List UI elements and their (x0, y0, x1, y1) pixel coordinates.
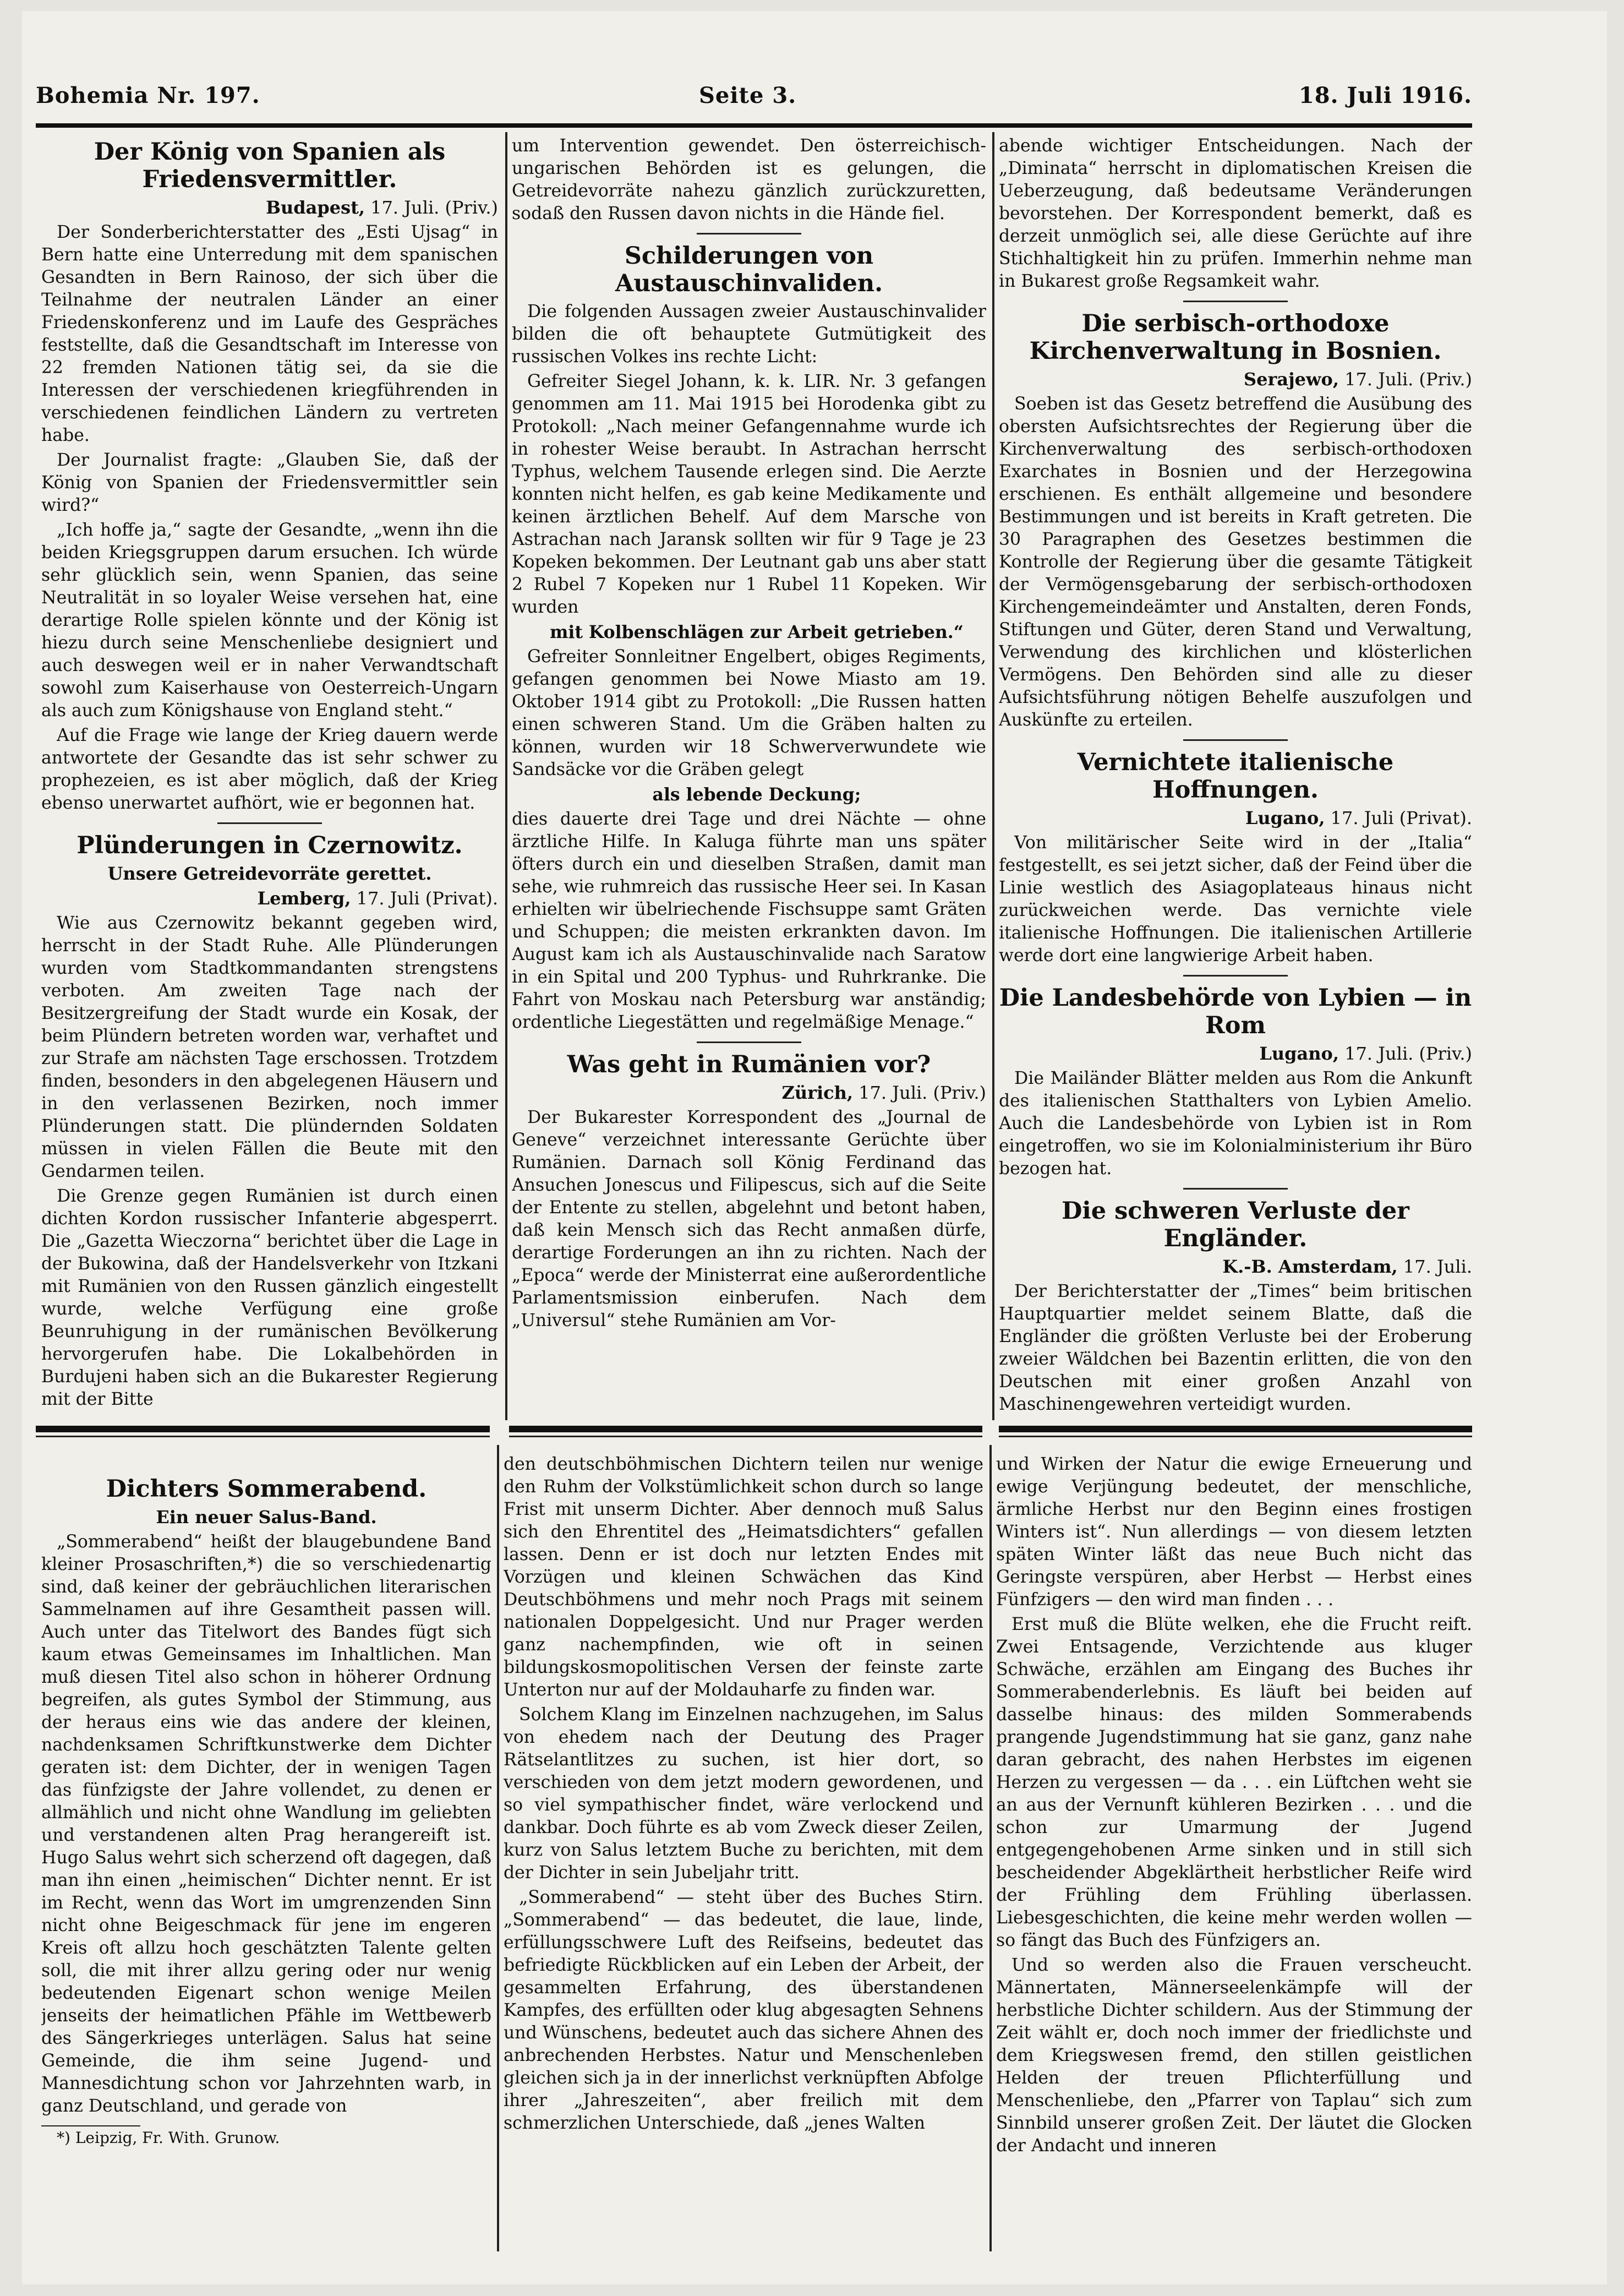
headline-romania: Was geht in Rumänien vor? (567, 1051, 931, 1078)
paragraph: Und so werden also die Frauen verscheucht. Männertaten, Männerseelenkämpfe will der herbstliche Dichter schildern. Aus der Stimmung der Zeit wählt er, doch noch immer der friedlichste und dem Kriegswesen fremd, den stillen geistlichen Helden der treuen Pflichterfüllung und Menschenliebe, den „Pfarrer von Taplau“ sich zum Sinnbild unserer großen Zeit. Der läutet die Glocken der Andacht und inneren (996, 1955, 1472, 2156)
column-divider-1-upper (505, 132, 507, 1420)
headline-dichters-sommerabend: Dichters Sommerabend. (106, 1475, 427, 1503)
article-separator (1183, 1188, 1288, 1190)
article-separator (1183, 739, 1288, 741)
feuilleton-column-3 (996, 1453, 1472, 2257)
column-divider-2-lower (989, 1445, 992, 2251)
paragraph: Die Grenze gegen Rumänien ist durch einen dichten Kordon russischer Infanterie abgesperrt. Die „Gazetta Wieczorna“ berichtet über die Lage in der Bukowina, daß der Handelsverkehr von Itzkani mit Rumänien von den Russen gänzlich eingestellt wurde, welche Verfügung eine große Beunruhigung in der rumänischen Bevölkerung hervorgerufen habe. Die Lokalbehörden in Burdujeni haben sich an die Bukarester Regierung mit der Bitte (41, 1186, 498, 1409)
article-separator (697, 233, 801, 234)
paragraph: Erst muß die Blüte welken, ehe die Frucht reift. Zwei Entsagende, Verzichtende aus kluger Schwäche, erzählen am Eingang des Buches ihr Sommerabenderlebnis. Es läuft bei beiden auf dasselbe hinaus: des milden Sommerabends prangende Jugendstimmung hat sie ganz, ganz nahe daran gebracht, des nahen Herbstes im eigenen Herzen zu vergessen — da . . . ein Lüftchen weht sie an aus der Vernunft kühleren Bezirken . . . und die schon zur Umarmung der Jugend entgegengehobenen Arme sinken und in still sich bescheidender Abgeklärtheit herbstlicher Reife wird der Frühling dem Frühling überlassen. Liebesgeschichten, die keine mehr werden wollen — so fängt das Buch des Fünfzigers an. (996, 1615, 1472, 1950)
headline-libya: Die Landesbehörde von Lybien — in Rom (999, 984, 1472, 1039)
headline-king-of-spain: Der König von Spanien als Friedensvermittler. (94, 138, 446, 193)
paragraph: Gefreiter Siegel Johann, k. k. LIR. Nr. 3 gefangen genommen am 11. Mai 1915 bei Horodenka gibt zu Protokoll: „Nach meiner Gefangennahme wurde ich in rohester Weise beraubt. In Astrachan herrscht Typhus, welchem Tausende erlegen sind. Die Aerzte konnten nicht helfen, es gab keine Medikamente und keinen ärztlichen Behelf. Auf dem Marsche von Astrachan nach Jaransk sollten wir für 9 Tage je 23 Kopeken bekommen. Der Leutnant gab uns aber statt 2 Rubel 7 Kopeken nur 1 Rubel 11 Kopeken. Wir wurden (512, 372, 986, 617)
feuilleton-subrule-3 (999, 1436, 1472, 1437)
column-divider-1-lower (497, 1445, 499, 2251)
paragraph-continued: abende wichtiger Entscheidungen. Nach der „Diminata“ herrscht in diplomatischen Kreisen die Ueberzeugung, daß bedeutsame Veränderungen bevorstehen. Der Korrespondent bemerkt, daß es derzeit unmöglich sei, alle diese Gerüchte auf ihre Stichhaltigkeit hin zu prüfen. Immerhin nehme man in Bukarest große Regsamkeit wahr. (999, 136, 1472, 291)
issue-date: 18. Juli 1916. (1298, 83, 1472, 108)
feuilleton-rule-3 (999, 1426, 1472, 1432)
paragraph: „Sommerabend“ — steht über des Buches Stirn. „Sommerabend“ — das bedeutet, die laue, linde, erfüllungsschwere Luft des Reifseins, bedeutet das befriedigte Rückblicken auf ein Leben der Arbeit, der gesammelten Erfahrung, des überstandenen Kampfes, des erfüllten oder klug abgesagten Sehnens und Wünschens, bedeutet auch das sichere Ahnen des anbrechenden Herbstes. Natur und Menschenleben gleichen sich ja in der innerlichst verknüpften Abfolge ihrer „Jahreszeiten“, aber freilich mit dem schmerzlichen Unterschiede, daß „jenes Walten (504, 1888, 983, 2133)
paragraph: Die Mailänder Blätter melden aus Rom die Ankunft des italienischen Statthalters von Lybien Amelio. Auch die Landesbehörde von Lybien ist in Rom eingetroffen, wo sie im Kolonialministerium ihr Büro bezogen hat. (999, 1068, 1472, 1179)
paragraph-continued: um Intervention gewendet. Den österreichisch-ungarischen Behörden ist es gelungen, die Getreidevorräte nahezu gänzlich zurückzuretten, sodaß den Russen davon nichts in die Hände fiel. (512, 136, 986, 223)
dateline: Budapest, 17. Juli. (Priv.) (265, 197, 498, 218)
paragraph: Soeben ist das Gesetz betreffend die Ausübung des obersten Aufsichtsrechtes der Regierung über die Kirchenverwaltung des serbisch-orthodoxen Exarchates in Bosnien und der Herzegowina erschienen. Es enthält allgemeine und besondere Bestimmungen und ist bereits in Kraft getreten. Die 30 Paragraphen des Gesetzes bestimmen die Kontrolle der Regierung über die gesamte Tätigkeit der Vermögensgebarung der serbisch-orthodoxen Kirchengemeindeämter und Anstalten, deren Fonds, Stiftungen und Güter, deren Stand und Verwaltung, Verwendung des kirchlichen und klösterlichen Vermögens. Den Behörden sind alle zu dieser Aufsichtsführung nötigen Behelfe auszufolgen und Auskünfte zu erteilen. (999, 394, 1472, 730)
article-separator (1183, 301, 1288, 302)
dateline: Lugano, 17. Juli. (Priv.) (1259, 1043, 1472, 1064)
masthead-issue: Bohemia Nr. 197. (36, 83, 260, 108)
paragraph: Die folgenden Aussagen zweier Austauschinvalider bilden die oft behauptete Gutmütigkeit des russischen Volkes ins rechte Licht: (512, 302, 986, 367)
dateline: Lemberg, 17. Juli (Privat). (257, 888, 498, 909)
feuilleton-column-2 (504, 1453, 983, 2257)
paragraph-continued: den deutschböhmischen Dichtern teilen nur wenige den Ruhm der Volkstümlichkeit schon durch so lange Frist mit unserm Dichter. Aber dennoch muß Salus sich den Ehrentitel des „Heimatsdichters“ gefallen lassen. Denn er ist doch nur letzten Endes mit Vorzügen und kleinen Schwächen das Kind Deutschböhmens und mehr noch Prags mit seinem nationalen Doppelgesicht. Und nur Prager werden ganz nachempfinden, wie oft in seinen bildungskosmopolitischen Versen der feinste zarte Unterton nur auf der Moldauharfe zu finden war. (504, 1454, 983, 1700)
paragraph: „Ich hoffe ja,“ sagte der Gesandte, „wenn ihn die beiden Kriegsgruppen darum ersuchen. Ich würde sehr glücklich sein, wenn Spanien, das seine Neutralität in so loyaler Weise versehen hat, eine derartige Rolle spielen könnte und der König ist hiezu durch seine Menschenliebe designiert und auch deswegen weil er in naher Verwandtschaft sowohl zum Kaiserhause von Oesterreich-Ungarn als auch zum Königshause von England steht.“ (41, 520, 498, 721)
paragraph: Auf die Frage wie lange der Krieg dauern werde antwortete der Gesandte das ist sehr schwer zu prophezeien, es ist aber möglich, daß der Krieg ebenso unerwartet aufhört, wie er begonnen hat. (41, 726, 498, 813)
subheadline: Unsere Getreidevorräte gerettet. (107, 863, 432, 884)
feuilleton-rule-2 (509, 1426, 982, 1432)
paragraph: Wie aus Czernowitz bekannt gegeben wird, herrscht in der Stadt Ruhe. Alle Plünderungen wurden vom Stadtkommandanten strengstens verboten. Am zweiten Tage nach der Besitzergreifung der Stadt wurde ein Kosak, der beim Plündern betreten worden war, verhaftet und zur Strafe am nächsten Tage erschossen. Trotzdem finden, besonders in den abgelegenen Häusern und in den verlassenen Bezirken, noch immer Plünderungen statt. Die plündernden Soldaten müssen in vielen Fällen die Beute mit den Gendarmen teilen. (41, 913, 498, 1181)
headline-exchange-invalids: Schilderungen von Austauschinvaliden. (615, 242, 883, 297)
paragraph: „Sommerabend“ heißt der blaugebundene Band kleiner Prosaschriften,*) die so verschiedenartig sind, daß keiner der gebräuchlichen literarischen Sammelnamen auf ihre Gesamtheit passen will. Auch unter das Titelwort des Bandes fügt sich kaum etwas Gemeinsames im Inhaltlichen. Man muß diesen Titel also schon in höherer Ordnung begreifen, als gutes Symbol der Stimmung, aus der heraus eins wie das andere der kleinen, nachdenksamen Schriftkunstwerke dem Dichter geraten ist: dem Dichter, der in wenigen Tagen das fünfzigste der Jahre vollendet, zu denen er allmählich und nicht ohne Wandlung im geliebten und verstandenen alten Prag herangereift ist. Hugo Salus wehrt sich scherzend oft dagegen, daß man ihn einen „heimischen“ Dichter nennt. Er ist im Recht, wenn das Wort im umgrenzenden Sinn nicht ohne Beigeschmack für jene im engeren Kreis oft allzu hoch geschätzten Talente gelten soll, die mit ihrer allzu gering oder nur wenig bedeutenden Eigenart schon wenige Meilen jenseits der heimatlichen Pfähle im Wettbewerb des Sängerkrieges unterlägen. Salus hat seine Gemeinde, die ihm seine Jugend- und Mannesdichtung schon vor Jahrzehnten warb, in ganz Deutschland, und gerade von (41, 1532, 491, 2116)
column-1-upper (41, 135, 498, 1417)
article-separator (1183, 975, 1288, 977)
paragraph: Gefreiter Sonnleitner Engelbert, obiges Regiments, gefangen genommen bei Nowe Miasto am 19. Oktober 1914 gibt zu Protokoll: „Die Russen hatten einen schweren Stand. Um die Gräben halten zu können, wurden wir 18 Schwerverwundete wie Sandsäcke vor die Gräben gelegt (512, 647, 986, 779)
paragraph: Von militärischer Seite wird in der „Italia“ festgestellt, es sei jetzt sicher, daß der Feind über die Linie westlich des Asiagoplateaus hinaus nicht zurückweichen werde. Das vernichte viele italienische Hoffnungen. Die italienischen Artillerie werde dort eine langwierige Arbeit haben. (999, 833, 1472, 966)
paragraph: Solchem Klang im Einzelnen nachzugehen, im Salus von ehedem nach der Deutung des Prager Rätselantlitzes zu suchen, ist hier dort, so verschieden von dem jetzt modern gewordenen, und so viel sympathischer findet, wäre verlockend und dankbar. Doch führte es ab vom Zweck dieser Zeilen, kurz von Salus letztem Buche zu berichten, mit dem der Dichter in sein Jubeljahr tritt. (504, 1705, 983, 1883)
feuilleton-rule-1 (36, 1426, 490, 1432)
headline-serbian-church: Die serbisch-orthodoxe Kirchenverwaltung in Bosnien. (1029, 310, 1442, 365)
paragraph: dies dauerte drei Tage und drei Nächte — ohne ärztliche Hilfe. In Kaluga führte man uns später öfters durch ein und dieselben Straßen, damit man sehe, wie ruhmreich das russische Heer sei. In Kasan erhielten wir übelriechende Fischsuppe samt Gräten und Schuppen; die meisten erkrankten davon. Im August kam ich als Austauschinvalide nach Saratow in ein Spital und 200 Typhus- und Ruhrkranke. Die Fahrt von Moskau nach Petersburg war anständig; ordentliche Liegestätten und regelmäßige Menage.“ (512, 809, 986, 1032)
feuilleton-subrule-1 (36, 1436, 490, 1437)
paragraph: Der Journalist fragte: „Glauben Sie, daß der König von Spanien der Friedensvermittler sein wird?“ (41, 450, 498, 515)
emphasis-line: als lebende Deckung; (652, 784, 861, 805)
page-header (36, 83, 1472, 121)
paragraph: Der Bukarester Korrespondent des „Journal de Geneve“ verzeichnet interessante Gerüchte über Rumänien. Darnach soll König Ferdinand das Ansuchen Jonescus und Filipescus, sich auf die Seite der Entente zu stellen, abgelehnt und betont haben, daß kein Mensch sich das Recht anmaßen dürfe, derartige Forderungen an ihn zu richten. Nach der „Epoca“ werde der Ministerrat eine außerordentliche Parlamentsmission einberufen. Nach dem „Universul“ stehe Rumänien am Vor- (512, 1108, 986, 1330)
paragraph-continued: und Wirken der Natur die ewige Erneuerung und ewige Verjüngung bedeutet, der menschliche, ärmliche Herbst nur den Beginn eines frostigen Winters ist“. Nun allerdings — von diesem letzten späten Winter läßt das neue Buch nicht das Geringste verspüren, aber Herbst — Herbst eines Fünfzigers — den wird man finden . . . (996, 1454, 1472, 1610)
headline-english-losses: Die schweren Verluste der Engländer. (1062, 1197, 1409, 1252)
header-rule (36, 123, 1472, 128)
paragraph: Der Berichterstatter der „Times“ beim britischen Hauptquartier meldet seinem Blatte, daß die Engländer die größten Verluste bei der Eroberung zweier Wäldchen bei Bazentin erlitten, die von den Deutschen mit einer großen Anzahl von Maschinengewehren verteidigt wurden. (999, 1281, 1472, 1414)
emphasis-line: mit Kolbenschlägen zur Arbeit getrieben.“ (550, 622, 964, 642)
dateline: K.-B. Amsterdam, 17. Juli. (1222, 1256, 1472, 1277)
article-separator (217, 822, 322, 824)
dateline: Lugano, 17. Juli (Privat). (1245, 808, 1472, 828)
column-2-upper (512, 135, 986, 1417)
dateline: Zürich, 17. Juli. (Priv.) (781, 1082, 986, 1103)
subheadline: Ein neuer Salus-Band. (156, 1507, 377, 1528)
headline-czernowitz: Plünderungen in Czernowitz. (76, 832, 463, 859)
footnote: *) Leipzig, Fr. With. Grunow. (57, 2129, 280, 2147)
column-divider-2-upper (992, 132, 994, 1420)
feuilleton-subrule-2 (509, 1436, 982, 1437)
column-3-upper (999, 135, 1472, 1417)
page-number: Seite 3. (699, 83, 797, 108)
dateline: Serajewo, 17. Juli. (Priv.) (1244, 369, 1472, 390)
headline-italian-hopes: Vernichtete italienische Hoffnungen. (1077, 749, 1394, 804)
paragraph: Der Sonderberichterstatter des „Esti Ujsag“ in Bern hatte eine Unterredung mit dem spanischen Gesandten in Bern Rainoso, der sich über die Teilnahme der neutralen Länder an einer Friedenskonferenz und im Laufe des Gespräches feststellte, daß die Gesandtschaft im Interesse von 22 fremden Nationen tätig sei, da sie die Interessen der verschiedenen kriegführenden in verschiedenen feindlichen Ländern zu vertreten habe. (41, 222, 498, 445)
article-separator (697, 1041, 801, 1043)
feuilleton-column-1 (41, 1453, 491, 2257)
